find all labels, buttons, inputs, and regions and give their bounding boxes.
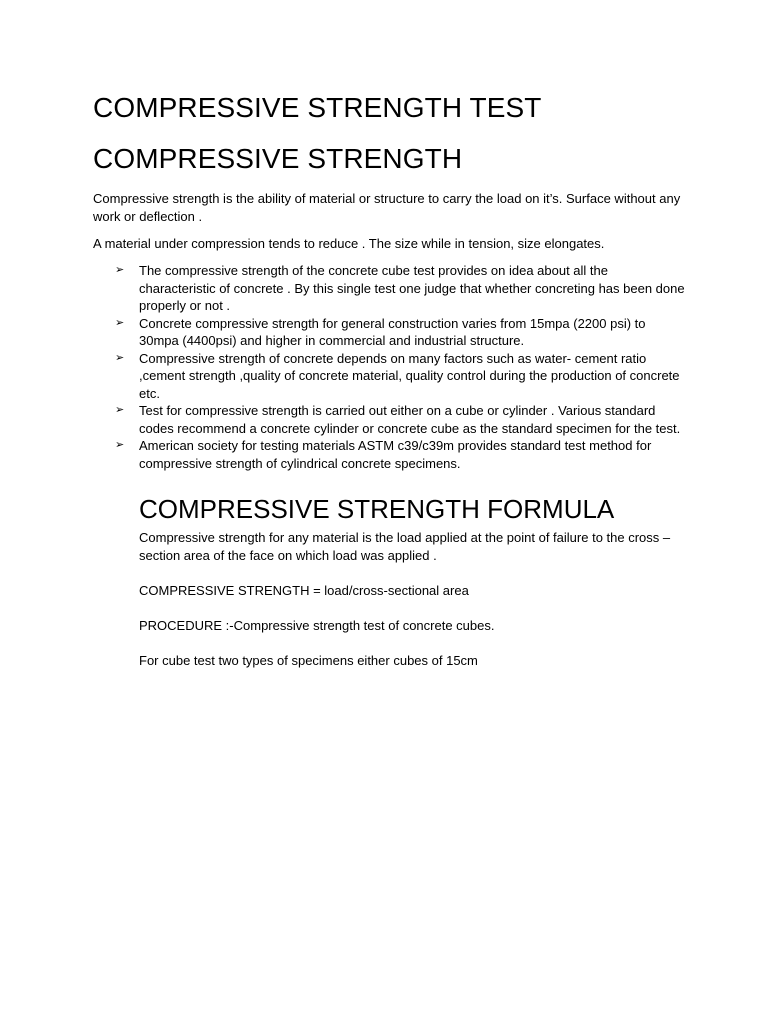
- formula-paragraph: Compressive strength for any material is the load applied at the point of failure to the cross –section area of the face on which load was applied .: [139, 530, 671, 563]
- list-item-text: The compressive strength of the concrete cube test provides on idea about all the characteristic of concrete . By this single test one judge that whether concreting has been done properly or not .: [139, 263, 685, 313]
- procedure-detail-paragraph: For cube test two types of specimens either cubes of 15cm: [139, 653, 478, 668]
- list-item: [113, 315, 688, 350]
- document-title: COMPRESSIVE STRENGTH TEST: [93, 92, 542, 123]
- list-item: [113, 437, 688, 472]
- arrow-bullet-icon: ➢: [115, 404, 125, 416]
- list-item-text: Compressive strength of concrete depends on many factors such as water- cement ratio ,cement strength ,quality of concrete material, quality control during the production of concrete etc.: [139, 350, 680, 401]
- arrow-bullet-icon: ➢: [115, 264, 125, 276]
- list-item-text: Concrete compressive strength for general construction varies from 15mpa (2200 psi) to 30mpa (4400psi) and higher in commercial and industrial structure.: [139, 315, 646, 348]
- arrow-bullet-icon: ➢: [115, 439, 125, 451]
- list-item-text: American society for testing materials ASTM c39/c39m provides standard test method for compressive strength of cylindrical concrete specimens.: [139, 438, 652, 471]
- list-item: [113, 262, 688, 315]
- list-item: [113, 350, 688, 403]
- list-item-text: Test for compressive strength is carried out either on a cube or cylinder . Various standard codes recommend a concrete cylinder or concrete cube as the standard specimen for the test.: [139, 403, 681, 436]
- intro-paragraph: A material under compression tends to reduce . The size while in tension, size elongates.: [93, 236, 605, 251]
- arrow-bullet-icon: ➢: [115, 316, 125, 329]
- procedure-paragraph: PROCEDURE :-Compressive strength test of concrete cubes.: [139, 618, 495, 633]
- formula-equation: COMPRESSIVE STRENGTH = load/cross-sectional area: [139, 583, 469, 598]
- section-heading-formula: COMPRESSIVE STRENGTH FORMULA: [139, 494, 615, 524]
- intro-paragraph: Compressive strength is the ability of material or structure to carry the load on it’s. Surface without any work or deflection .: [93, 191, 681, 224]
- list-item: [113, 402, 688, 437]
- section-heading-compressive-strength: COMPRESSIVE STRENGTH: [93, 143, 463, 174]
- arrow-bullet-icon: ➢: [115, 351, 125, 364]
- bullet-list: [113, 262, 688, 472]
